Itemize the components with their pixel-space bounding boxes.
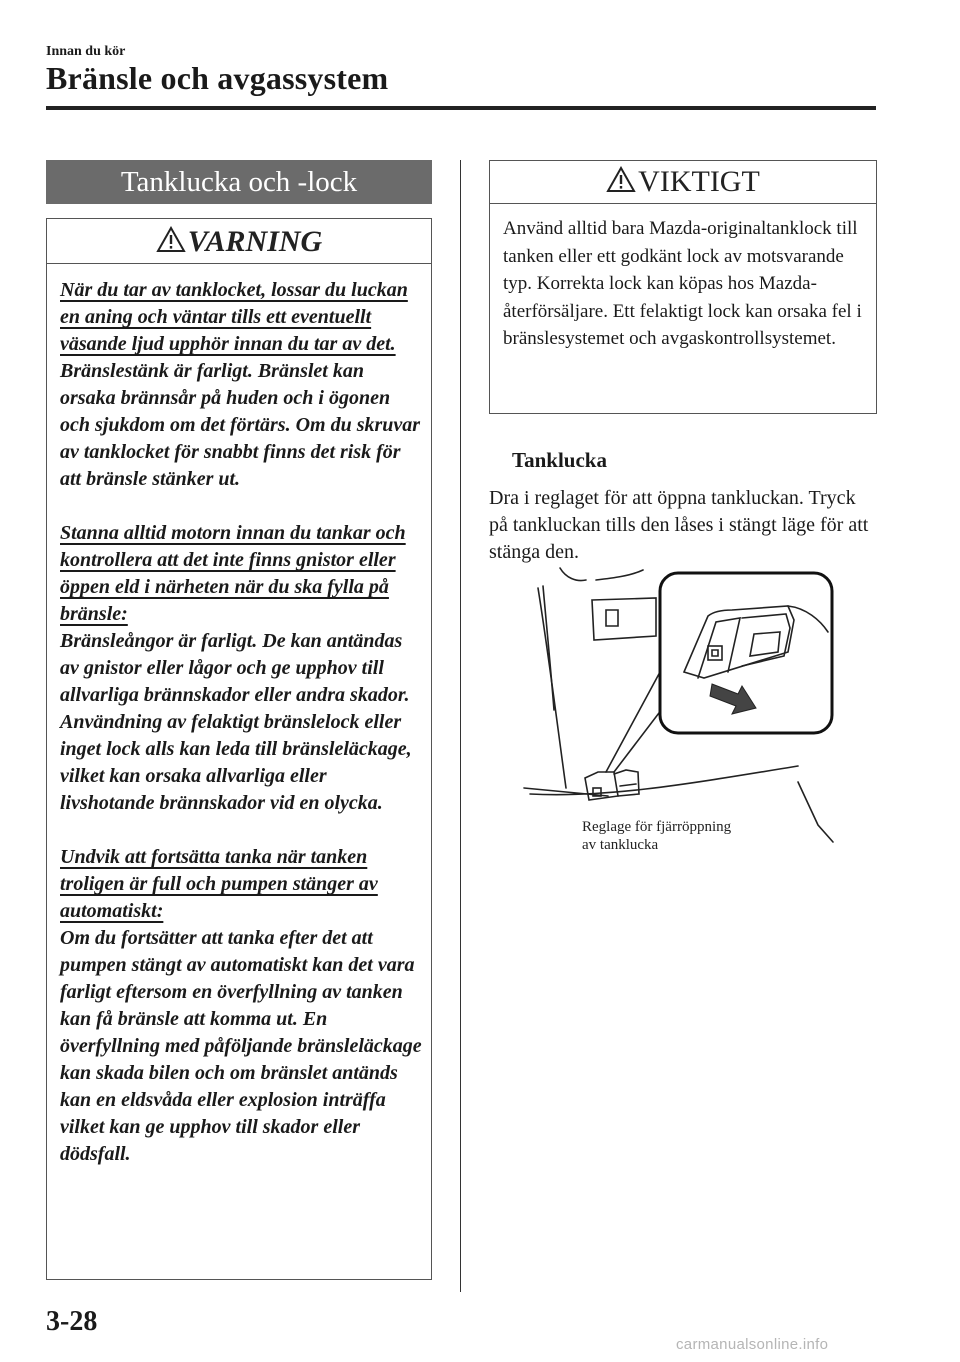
warning-text-3: Om du fortsätter att tanka efter det att pumpen stängt av automatiskt kan det vara farligt eftersom en överfyllning av tanken kan få bränsle att komma ut. En överfyllning med påföljande bränsleläckage kan skada bilen och om bränslet antänds kan en eldsvåda eller explosion inträffa vilket kan ge upphov till skador eller dödsfall. (60, 927, 422, 1165)
warning-triangle-icon (606, 166, 636, 193)
caption-line-2: av tanklucka (582, 837, 659, 853)
important-heading-label: VIKTIGT (638, 165, 760, 198)
warning-heading (47, 219, 431, 264)
warning-body (60, 277, 422, 1168)
fuel-lid-opener-illustration (488, 560, 838, 860)
important-box (489, 160, 877, 414)
warning-heading-label: VARNING (187, 225, 323, 258)
page-number: 3-28 (46, 1306, 98, 1337)
header-rule (46, 106, 876, 110)
warning-text-1: Bränslestänk är farligt. Bränslet kan orsaka brännsår på huden och i ögonen och sjukdom om det förtärs. Om du skruvar av tanklocket för snabbt finns det risk för att bränsle stänker ut. (60, 360, 421, 490)
tanklucka-body: Dra i reglaget för att öppna tankluckan. Tryck på tankluckan tills den låses i stängt läge för att stänga den. (489, 487, 869, 563)
illustration-caption (582, 818, 731, 854)
warning-text-2: Bränsleångor är farligt. De kan antändas av gnistor eller lågor och ge upphov till allvarliga brännskador eller andra skador. Användning av felaktigt bränslelock eller inget lock alls kan leda till bränsleläckage, vilket kan orsaka allvarliga eller livshotande brännskador vid en olycka. (60, 630, 412, 814)
important-text: Använd alltid bara Mazda-originaltanklock till tanken eller ett godkänt lock av motsvarande typ. Korrekta lock kan köpas hos Mazda-återförsäljare. Ett felaktigt lock kan orsaka fel i bränslesystemet och avgaskontrollsystemet. (503, 218, 862, 349)
tanklucka-heading: Tanklucka (512, 448, 607, 472)
breadcrumb: Innan du kör (46, 44, 126, 59)
warning-triangle-icon (156, 226, 186, 253)
section-title: Tanklucka och -lock (46, 160, 432, 204)
warning-box (46, 218, 432, 1280)
warning-lead-1: När du tar av tanklocket, lossar du luckan en aning och väntar tills ett eventuellt väsande ljud upphör innan du tar av det. (60, 279, 408, 355)
warning-lead-2: Stanna alltid motorn innan du tankar och kontrollera att det inte finns gnistor eller öppen eld i närheten när du ska fylla på bränsle: (60, 522, 406, 625)
caption-line-1: Reglage för fjärröppning (582, 819, 732, 835)
page-title: Bränsle och avgassystem (46, 60, 389, 96)
watermark: carmanualsonline.info (676, 1336, 829, 1353)
important-heading (490, 161, 876, 204)
warning-lead-3: Undvik att fortsätta tanka när tanken troligen är full och pumpen stänger av automatiskt: (60, 846, 378, 922)
column-divider (460, 160, 461, 1292)
